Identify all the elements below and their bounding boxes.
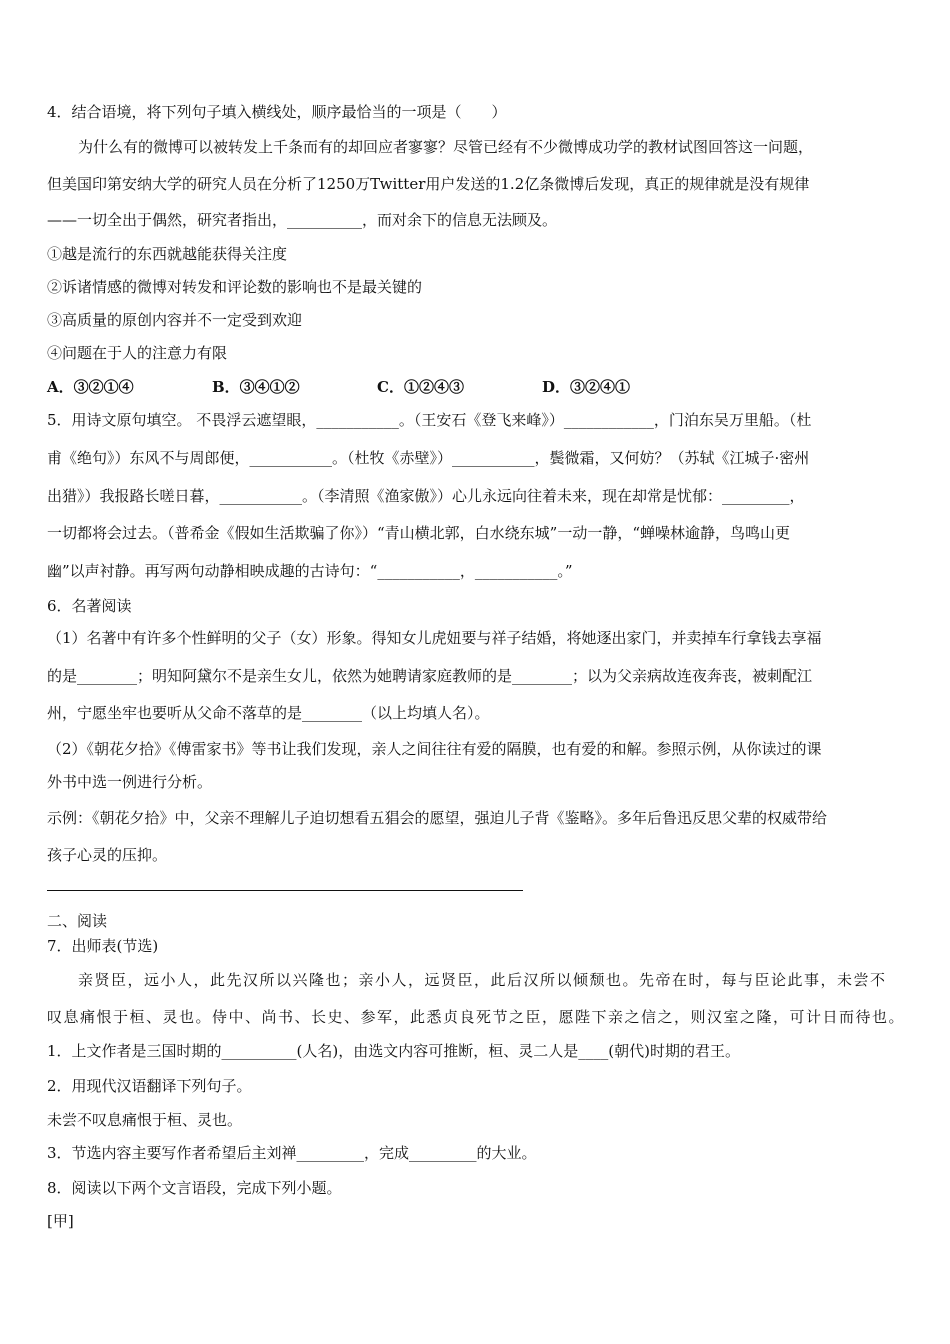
q4-item-3: ③高质量的原创内容并不一定受到欢迎	[47, 311, 303, 329]
q8-title: 8．阅读以下两个文言语段，完成下列小题。	[47, 1179, 342, 1197]
q6-title: 6．名著阅读	[47, 597, 132, 615]
q4-passage-line-1: 为什么有的微博可以被转发上千条而有的却回应者寥寥？尽管已经有不少微博成功学的教材试图回答这一问题，	[78, 138, 814, 156]
q5-line-4: 一切都将会过去。（普希金《假如生活欺骗了你》）“青山横北郭，白水绕东城”一动一静，“蝉噪林逾静，鸟鸣山更	[47, 524, 791, 542]
q4-passage-line-3: ——一切全出于偶然，研究者指出，__________，而对余下的信息无法顾及。	[47, 211, 558, 229]
q4-option-a: A．③②①④	[47, 378, 134, 396]
q6-line-3: 州，宁愿坐牢也要听从父命不落草的是________（以上均填人名）。	[47, 704, 490, 722]
q7-passage-line-1: 亲贤臣，远小人，此先汉所以兴隆也；亲小人，远贤臣，此后汉所以倾颓也。先帝在时，每与臣论此事，未尝不	[78, 971, 887, 989]
q6-example-line-1: 示例：《朝花夕拾》中，父亲不理解儿子迫切想看五猖会的愿望，强迫儿子背《鉴略》。多年后鲁迅反思父辈的权威带给	[47, 809, 828, 827]
q7-question-2-sentence: 未尝不叹息痛恨于桓、灵也。	[47, 1111, 243, 1129]
q4-item-2: ②诉诸情感的微博对转发和评论数的影响也不是最关键的	[47, 278, 423, 296]
q7-title: 7．出师表(节选)	[47, 937, 159, 955]
q6-line-2: 的是________；明知阿黛尔不是亲生女儿，依然为她聘请家庭教师的是________；以为父亲病故连夜奔丧，被刺配江	[47, 667, 813, 685]
q7-question-3: 3．节选内容主要写作者希望后主刘禅_________，完成_________的大业。	[47, 1144, 537, 1162]
q7-question-2: 2．用现代汉语翻译下列句子。	[47, 1077, 252, 1095]
q5-line-2: 甫《绝句》）东风不与周郎便，___________。（杜牧《赤壁》）___________，鬓微霜，又何妨？（苏轼《江城子·密州	[47, 449, 810, 467]
q4-passage-line-2: 但美国印第安纳大学的研究人员在分析了1250万Twitter用户发送的1.2亿条微博后发现，真正的规律就是没有规律	[47, 175, 810, 193]
section-heading: 二、阅读	[47, 912, 108, 930]
q6-line-5: 外书中选一例进行分析。	[47, 773, 213, 791]
q6-example-line-2: 孩子心灵的压抑。	[47, 846, 168, 864]
q4-stem: 4．结合语境，将下列句子填入横线处，顺序最恰当的一项是（ ）	[47, 103, 507, 121]
q4-option-c: C．①②④③	[377, 378, 464, 396]
q4-option-b: B．③④①②	[212, 378, 300, 396]
answer-underline	[47, 890, 523, 891]
q4-item-4: ④问题在于人的注意力有限	[47, 344, 228, 362]
q5-line-3: 出猎》）我报路长嗟日暮，___________。（李清照《渔家傲》）心儿永远向往着未来，现在却常是忧郁：_________，	[47, 487, 805, 505]
q4-item-1: ①越是流行的东西就越能获得关注度	[47, 245, 288, 263]
q4-option-d: D．③②④①	[542, 378, 631, 396]
q8-sub-label: [甲]	[47, 1212, 74, 1230]
q5-line-1: 5．用诗文原句填空。 不畏浮云遮望眼，___________。（王安石《登飞来峰》）____________，门泊东吴万里船。（杜	[47, 411, 812, 429]
q7-passage-line-2: 叹息痛恨于桓、灵也。侍中、尚书、长史、参军，此悉贞良死节之臣，愿陛下亲之信之，则汉室之隆，可计日而待也。	[47, 1008, 906, 1026]
q6-line-1: （1）名著中有许多个性鲜明的父子（女）形象。得知女儿虎妞要与祥子结婚，将她逐出家门，并卖掉车行拿钱去享福	[47, 629, 822, 647]
q5-line-5: 幽”以声衬静。再写两句动静相映成趣的古诗句：“___________，___________。”	[47, 562, 573, 580]
q7-question-1: 1．上文作者是三国时期的__________(人名)，由选文内容可推断，桓、灵二人是____(朝代)时期的君王。	[47, 1042, 740, 1060]
q6-line-4: （2）《朝花夕拾》《傅雷家书》等书让我们发现，亲人之间往往有爱的隔膜，也有爱的和解。参照示例，从你读过的课	[47, 740, 822, 758]
